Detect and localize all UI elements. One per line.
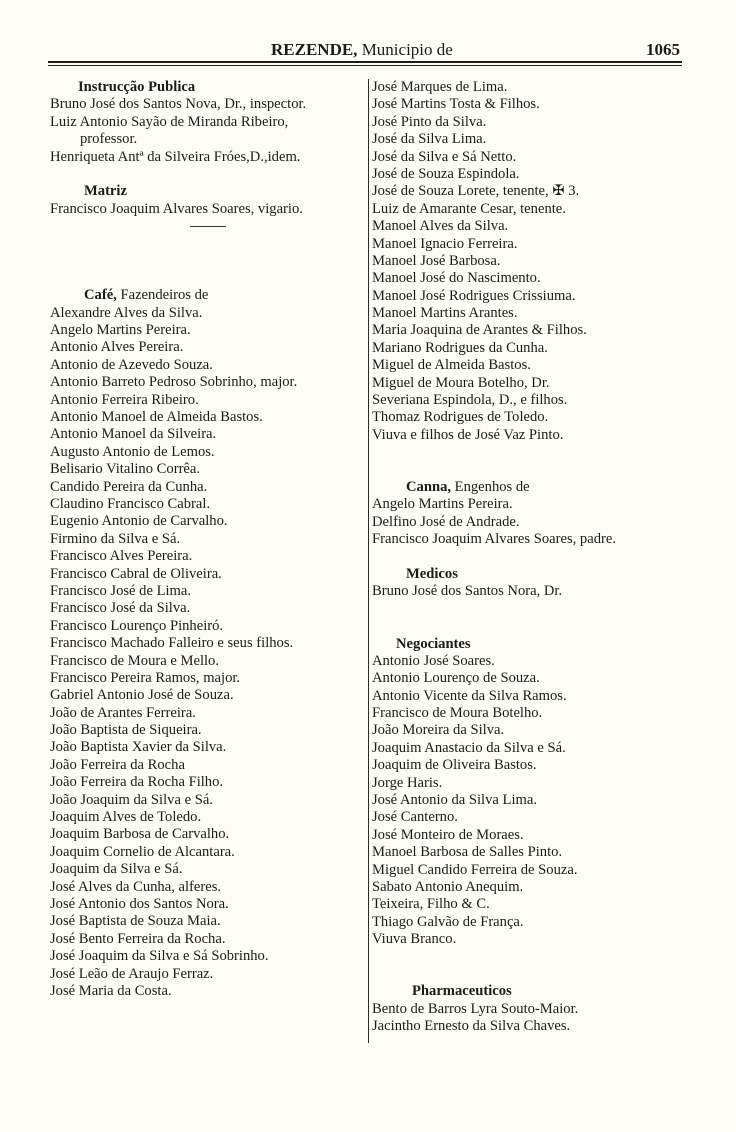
- list-item: Manoel Barbosa de Salles Pinto.: [372, 844, 563, 861]
- right-column: [372, 79, 690, 1035]
- section-negociantes: [372, 636, 690, 949]
- list-item: João Ferreira da Rocha Filho.: [50, 774, 224, 791]
- list-item: Delfino José de Andrade.: [372, 513, 520, 530]
- list-item: Bento de Barros Lyra Souto-Maior.: [372, 1000, 579, 1017]
- page-header: [48, 40, 682, 62]
- section-heading: [372, 479, 690, 496]
- list-item: Angelo Martins Pereira.: [372, 496, 513, 513]
- section-heading: Matriz: [84, 183, 127, 200]
- list-item: Antonio Vicente da Silva Ramos.: [372, 687, 567, 704]
- header-municipality: Municipio de: [357, 40, 453, 59]
- section-heading-title: Café,: [84, 287, 117, 304]
- section-pharmaceuticos: [372, 983, 690, 1035]
- list-item: Severiana Espindola, D., e filhos.: [372, 392, 568, 409]
- list-item: Manoel Ignacio Ferreira.: [372, 235, 518, 252]
- section-heading: Instrucção Publica: [78, 79, 196, 95]
- list-item: Francisco Joaquim Alvares Soares, vigario.: [50, 200, 303, 217]
- list-item: Firmino da Silva e Sá.: [50, 530, 181, 547]
- list-item: Joaquim de Oliveira Bastos.: [372, 757, 537, 774]
- section-matriz: [50, 183, 366, 218]
- list-item: Viuva e filhos de José Vaz Pinto.: [372, 426, 564, 443]
- list-item: Joaquim da Silva e Sá.: [50, 861, 183, 878]
- list-item: Francisco Alves Pereira.: [50, 548, 193, 565]
- list-item: Alexandre Alves da Silva.: [50, 304, 203, 321]
- list-item: Viuva Branco.: [372, 931, 457, 948]
- list-item: Bruno José dos Santos Nova, Dr., inspector.: [50, 96, 307, 113]
- list-item: Eugenio Antonio de Carvalho.: [50, 513, 228, 530]
- list-item: Augusto Antonio de Lemos.: [50, 443, 215, 460]
- list-item: Manoel José Rodrigues Crissiuma.: [372, 287, 576, 304]
- list-item: José Joaquim da Silva e Sá Sobrinho.: [50, 948, 269, 965]
- list-item: Sabato Antonio Anequim.: [372, 878, 524, 895]
- list-item: Joaquim Alves de Toledo.: [50, 809, 202, 826]
- list-item: Miguel Candido Ferreira de Souza.: [372, 861, 578, 878]
- list-item: Thiago Galvão de França.: [372, 913, 524, 930]
- list-item: João Joaquim da Silva e Sá.: [50, 791, 213, 808]
- list-item: Francisco Lourenço Pinheiró.: [50, 617, 224, 634]
- list-item: João de Arantes Ferreira.: [50, 704, 196, 721]
- list-item: José de Souza Lorete, tenente, ✠ 3.: [372, 183, 580, 200]
- section-heading: Medicos: [406, 565, 458, 582]
- list-item: Mariano Rodrigues da Cunha.: [372, 339, 548, 356]
- list-item: Manoel José do Nascimento.: [372, 270, 541, 287]
- list-item: José Leão de Araujo Ferraz.: [50, 965, 214, 982]
- header-rule-thin: [48, 65, 682, 66]
- section-heading-title: Canna,: [406, 478, 452, 495]
- list-item: Francisco Machado Falleiro e seus filhos.: [50, 635, 294, 652]
- list-item: Angelo Martins Pereira.: [50, 322, 191, 339]
- section-heading-subtitle: Fazendeiros de: [116, 287, 209, 304]
- list-item: Joaquim Cornelio de Alcantara.: [50, 843, 235, 860]
- section-medicos: [372, 566, 690, 601]
- list-item: Francisco José da Silva.: [50, 600, 191, 617]
- section-cafe-continued: [372, 79, 690, 444]
- list-item: Manoel José Barbosa.: [372, 252, 501, 269]
- list-item: Antonio Alves Pereira.: [50, 339, 184, 356]
- list-item: Henriqueta Antª da Silveira Fróes,D.,idem.: [50, 148, 301, 165]
- list-item: José Maria da Costa.: [50, 982, 172, 999]
- list-item: Antonio Manoel de Almeida Bastos.: [50, 409, 263, 426]
- list-item: Antonio Ferreira Ribeiro.: [50, 391, 199, 408]
- list-item: Joaquim Barbosa de Carvalho.: [50, 826, 230, 843]
- list-item: Thomaz Rodrigues de Toledo.: [372, 409, 549, 426]
- list-item: Francisco Joaquim Alvares Soares, padre.: [372, 531, 616, 548]
- list-item: Francisco de Moura e Mello.: [50, 652, 219, 669]
- list-item: Joaquim Anastacio da Silva e Sá.: [372, 739, 566, 756]
- list-item: Francisco Pereira Ramos, major.: [50, 669, 241, 686]
- list-item: João Baptista Xavier da Silva.: [50, 739, 227, 756]
- list-item: Luiz Antonio Sayão de Miranda Ribeiro,: [50, 113, 289, 130]
- list-item: José de Souza Espindola.: [372, 165, 520, 182]
- section-heading-subtitle: Engenhos de: [451, 478, 530, 495]
- list-item: Manoel Alves da Silva.: [372, 218, 509, 235]
- header-rule-thick: [48, 61, 682, 63]
- list-item: Jorge Haris.: [372, 774, 443, 791]
- list-item: Belisario Vitalino Corrêa.: [50, 461, 201, 478]
- list-item: José Alves da Cunha, alferes.: [50, 878, 222, 895]
- list-item: Gabriel Antonio José de Souza.: [50, 687, 234, 704]
- list-item: Antonio Barreto Pedroso Sobrinho, major.: [50, 374, 298, 391]
- list-item: José Canterno.: [372, 809, 458, 826]
- section-instrucao-publica: [50, 79, 366, 166]
- list-item: professor.: [80, 131, 138, 148]
- list-item: João Baptista de Siqueira.: [50, 722, 202, 739]
- section-canna: [372, 479, 690, 549]
- section-heading: [50, 287, 366, 304]
- list-item: Claudino Francisco Cabral.: [50, 495, 211, 512]
- header-city: REZENDE,: [271, 40, 358, 59]
- list-item: Bruno José dos Santos Nora, Dr.: [372, 583, 563, 600]
- section-cafe: [50, 287, 366, 1000]
- list-item: Antonio José Soares.: [372, 652, 495, 669]
- list-item: Francisco José de Lima.: [50, 582, 192, 599]
- column-divider: [368, 79, 369, 1043]
- section-heading: Negociantes: [396, 635, 471, 652]
- section-separator: [190, 226, 226, 227]
- list-item: Jacintho Ernesto da Silva Chaves.: [372, 1018, 571, 1035]
- header-title: [271, 40, 453, 60]
- list-item: José Baptista de Souza Maia.: [50, 913, 221, 930]
- list-item: José Monteiro de Moraes.: [372, 826, 524, 843]
- list-item: José da Silva Lima.: [372, 131, 487, 148]
- list-item: José Bento Ferreira da Rocha.: [50, 930, 226, 947]
- list-item: Manoel Martins Arantes.: [372, 305, 518, 322]
- list-item: José Antonio dos Santos Nora.: [50, 895, 229, 912]
- page-number: 1065: [646, 40, 680, 59]
- list-item: José Marques de Lima.: [372, 79, 508, 95]
- list-item: Francisco Cabral de Oliveira.: [50, 565, 222, 582]
- list-item: Miguel de Almeida Bastos.: [372, 357, 531, 374]
- list-item: Candido Pereira da Cunha.: [50, 478, 208, 495]
- list-item: José Pinto da Silva.: [372, 113, 487, 130]
- list-item: José da Silva e Sá Netto.: [372, 148, 517, 165]
- list-item: José Antonio da Silva Lima.: [372, 792, 537, 809]
- list-item: Teixeira, Filho & C.: [372, 896, 490, 913]
- list-item: Maria Joaquina de Arantes & Filhos.: [372, 322, 587, 339]
- list-item: Antonio de Azevedo Souza.: [50, 356, 213, 373]
- left-column: [50, 79, 366, 1000]
- list-item: Antonio Lourenço de Souza.: [372, 670, 540, 687]
- list-item: Luiz de Amarante Cesar, tenente.: [372, 200, 566, 217]
- list-item: Antonio Manoel da Silveira.: [50, 426, 217, 443]
- list-item: João Moreira da Silva.: [372, 722, 505, 739]
- list-item: Miguel de Moura Botelho, Dr.: [372, 374, 550, 391]
- list-item: João Ferreira da Rocha: [50, 756, 185, 773]
- section-heading: Pharmaceuticos: [412, 983, 512, 1000]
- list-item: José Martins Tosta & Filhos.: [372, 96, 540, 113]
- list-item: Francisco de Moura Botelho.: [372, 705, 543, 722]
